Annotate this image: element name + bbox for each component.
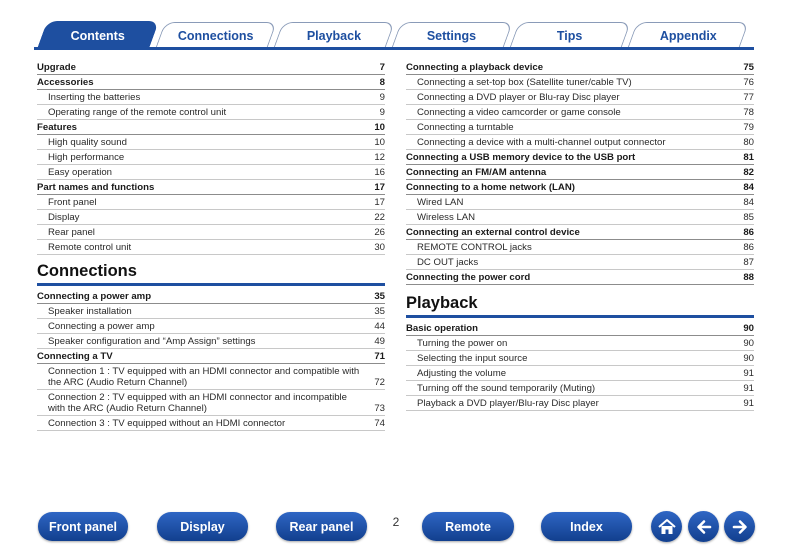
toc-entry-label: Connecting to a home network (LAN) xyxy=(406,182,575,193)
toc-entry-label: Basic operation xyxy=(406,323,478,334)
toc-heading-link[interactable] xyxy=(406,321,754,336)
toc-page-number: 44 xyxy=(374,321,385,332)
toc-entry-label: Connecting a video camcorder or game console xyxy=(417,107,621,118)
toc-page-number: 82 xyxy=(743,167,754,178)
toc-entry-link[interactable] xyxy=(37,105,385,120)
toc-page-number: 90 xyxy=(743,323,754,334)
toc-entry-label: Speaker configuration and “Amp Assign” settings xyxy=(48,336,256,347)
toc-entry-label: Remote control unit xyxy=(48,242,132,253)
toc-entry-label: Rear panel xyxy=(48,227,95,238)
toc-entry-label: Playback a DVD player/Blu-ray Disc player xyxy=(417,398,599,409)
tab-contents[interactable] xyxy=(37,21,159,49)
toc-entry-link[interactable] xyxy=(37,225,385,240)
toc-page-number: 49 xyxy=(374,336,385,347)
toc-entry-link[interactable] xyxy=(37,319,385,334)
tab-appendix[interactable] xyxy=(627,22,749,49)
toc-page-number: 81 xyxy=(743,152,754,163)
toc-heading-link[interactable] xyxy=(37,349,385,364)
toc-entry-label: Part names and functions xyxy=(37,182,155,193)
toc-page-number: 85 xyxy=(743,212,754,223)
toc-entry-label: Connecting a USB memory device to the USB port xyxy=(406,152,636,163)
toc-entry-link[interactable] xyxy=(406,336,754,351)
toc-entry-label: DC OUT jacks xyxy=(417,257,479,268)
toc-page-number: 84 xyxy=(743,197,754,208)
toc-entry-label: Connecting a turntable xyxy=(417,122,514,133)
tab-label: Appendix xyxy=(659,29,717,43)
toc-page-number: 86 xyxy=(743,242,754,253)
toc-entry-label: Selecting the input source xyxy=(417,353,528,364)
toc-entry-link[interactable] xyxy=(37,150,385,165)
toc-entry-label: Turning off the sound temporarily (Muting) xyxy=(417,383,596,394)
toc-heading-link[interactable] xyxy=(37,120,385,135)
toc-entry-link[interactable] xyxy=(406,135,754,150)
home-icon xyxy=(657,517,677,537)
toc-entry-link[interactable] xyxy=(37,135,385,150)
toc-entry-label: Connection 2 : TV equipped with an HDMI connector and incompatible with the ARC (Audio Return Channel) xyxy=(48,392,348,414)
toc-page-number: 7 xyxy=(379,62,385,73)
toc-page-number: 22 xyxy=(374,212,385,223)
toc-entry-link[interactable] xyxy=(37,304,385,319)
toc-entry-link[interactable] xyxy=(37,364,385,390)
toc-page-number: 8 xyxy=(379,77,385,88)
toc-entry-link[interactable] xyxy=(406,105,754,120)
back-button[interactable] xyxy=(688,511,719,542)
toc-right-column xyxy=(406,60,754,411)
section-title-connections: Connections xyxy=(37,262,137,280)
toc-page-number: 90 xyxy=(743,338,754,349)
toc-page-number: 71 xyxy=(374,351,385,362)
toc-entry-label: Adjusting the volume xyxy=(417,368,507,379)
toc-page-number: 78 xyxy=(743,107,754,118)
toc-page-number: 84 xyxy=(743,182,754,193)
tab-label: Connections xyxy=(177,29,254,43)
toc-entry-link[interactable] xyxy=(406,240,754,255)
toc-page-number: 90 xyxy=(743,353,754,364)
tab-label: Settings xyxy=(427,29,477,43)
toc-group xyxy=(37,60,385,255)
toc-entry-label: Connection 3 : TV equipped without an HDMI connector xyxy=(48,418,286,429)
toc-entry-label: Display xyxy=(48,212,80,223)
arrow-right-icon xyxy=(730,517,750,537)
toc-page-number: 86 xyxy=(743,227,754,238)
toc-entry-link[interactable] xyxy=(406,396,754,411)
toc-entry-label: Connecting a set-top box (Satellite tuner/cable TV) xyxy=(417,77,632,88)
toc-page-number: 10 xyxy=(374,137,385,148)
tab-connections[interactable] xyxy=(155,22,277,49)
toc-page-number: 9 xyxy=(379,107,385,118)
toc-page-number: 75 xyxy=(743,62,754,73)
toc-entry-label: Connecting a power amp xyxy=(37,291,152,302)
toc-entry-label: Turning the power on xyxy=(417,338,508,349)
toc-page-number: 30 xyxy=(374,242,385,253)
toc-entry-link[interactable] xyxy=(406,351,754,366)
remote-button[interactable]: Remote xyxy=(422,512,514,541)
toc-page-number: 79 xyxy=(743,122,754,133)
toc-entry-label: Connecting the power cord xyxy=(406,272,531,283)
arrow-left-icon xyxy=(694,517,714,537)
rear-panel-button[interactable]: Rear panel xyxy=(276,512,367,541)
section-title-playback: Playback xyxy=(406,294,478,312)
toc-page-number: 26 xyxy=(374,227,385,238)
toc-heading-link[interactable] xyxy=(406,60,754,75)
toc-heading-link[interactable] xyxy=(406,165,754,180)
toc-page-number: 87 xyxy=(743,257,754,268)
toc-page-number: 10 xyxy=(374,122,385,133)
toc-entry-link[interactable] xyxy=(406,195,754,210)
display-button[interactable]: Display xyxy=(157,512,248,541)
toc-entry-link[interactable] xyxy=(406,90,754,105)
toc-heading-link[interactable] xyxy=(406,180,754,195)
toc-page-number: 72 xyxy=(374,377,385,388)
toc-heading-link[interactable] xyxy=(406,150,754,165)
toc-entry-label: Connection 1 : TV equipped with an HDMI connector and compatible with the ARC (Audio Return Channel) xyxy=(48,366,360,388)
tab-baseline xyxy=(34,47,754,50)
toc-page-number: 91 xyxy=(743,383,754,394)
section-divider xyxy=(37,283,385,286)
toc-heading-link[interactable] xyxy=(37,75,385,90)
tab-bar xyxy=(34,20,754,50)
tab-label: Tips xyxy=(557,29,583,43)
toc-entry-link[interactable] xyxy=(406,381,754,396)
toc-entry-link[interactable] xyxy=(37,334,385,349)
toc-entry-label: High quality sound xyxy=(48,137,127,148)
forward-button[interactable] xyxy=(724,511,755,542)
toc-entry-label: Connecting a DVD player or Blu-ray Disc player xyxy=(417,92,620,103)
toc-entry-link[interactable] xyxy=(37,90,385,105)
toc-page-number: 74 xyxy=(374,418,385,429)
toc-heading-link[interactable] xyxy=(37,180,385,195)
toc-entry-link[interactable] xyxy=(406,366,754,381)
toc-entry-link[interactable] xyxy=(37,210,385,225)
toc-heading-link[interactable] xyxy=(406,225,754,240)
toc-entry-label: Wireless LAN xyxy=(417,212,476,223)
toc-page-number: 88 xyxy=(743,272,754,283)
tab-tips[interactable] xyxy=(509,22,631,49)
toc-entry-label: Connecting an external control device xyxy=(406,227,580,238)
toc-page-number: 91 xyxy=(743,368,754,379)
toc-page-number: 76 xyxy=(743,77,754,88)
toc-page-number: 12 xyxy=(374,152,385,163)
tab-label: Contents xyxy=(70,28,125,43)
section-divider xyxy=(406,315,754,318)
toc-entry-label: Speaker installation xyxy=(48,306,132,317)
front-panel-button[interactable]: Front panel xyxy=(38,512,128,541)
toc-entry-label: Inserting the batteries xyxy=(48,92,141,103)
toc-entry-link[interactable] xyxy=(37,416,385,431)
tab-label: Playback xyxy=(306,29,361,43)
toc-page-number: 9 xyxy=(379,92,385,103)
tab-settings[interactable] xyxy=(391,22,513,49)
toc-group xyxy=(37,289,385,431)
toc-group xyxy=(406,60,754,285)
toc-page-number: 91 xyxy=(743,398,754,409)
toc-entry-link[interactable] xyxy=(406,255,754,270)
toc-entry-label: Front panel xyxy=(48,197,97,208)
toc-entry-label: Connecting a device with a multi-channel output connector xyxy=(417,137,666,148)
toc-entry-label: Accessories xyxy=(37,77,94,88)
toc-entry-label: REMOTE CONTROL jacks xyxy=(417,242,532,253)
tab-playback[interactable] xyxy=(273,22,395,49)
toc-page-number: 73 xyxy=(374,403,385,414)
toc-entry-link[interactable] xyxy=(406,120,754,135)
toc-heading-link[interactable] xyxy=(37,289,385,304)
toc-entry-label: Operating range of the remote control unit xyxy=(48,107,227,118)
page-number: 2 xyxy=(392,515,400,529)
toc-entry-label: Easy operation xyxy=(48,167,112,178)
toc-group xyxy=(406,321,754,411)
toc-page-number: 17 xyxy=(374,197,385,208)
toc-page-number: 17 xyxy=(374,182,385,193)
toc-entry-link[interactable] xyxy=(37,240,385,255)
toc-page-number: 80 xyxy=(743,137,754,148)
toc-entry-label: Upgrade xyxy=(37,62,76,73)
toc-heading-link[interactable] xyxy=(37,60,385,75)
toc-entry-label: Connecting a TV xyxy=(37,351,113,362)
toc-entry-label: Connecting a power amp xyxy=(48,321,155,332)
toc-page-number: 35 xyxy=(374,291,385,302)
toc-entry-label: Connecting a playback device xyxy=(406,62,544,73)
toc-entry-link[interactable] xyxy=(406,210,754,225)
toc-entry-link[interactable] xyxy=(406,75,754,90)
toc-page-number: 16 xyxy=(374,167,385,178)
toc-entry-label: Features xyxy=(37,122,77,133)
toc-entry-label: Connecting an FM/AM antenna xyxy=(406,167,547,178)
home-button[interactable] xyxy=(651,511,682,542)
toc-entry-link[interactable] xyxy=(37,390,385,416)
toc-heading-link[interactable] xyxy=(406,270,754,285)
index-button[interactable]: Index xyxy=(541,512,632,541)
toc-entry-label: High performance xyxy=(48,152,125,163)
toc-entry-label: Wired LAN xyxy=(417,197,464,208)
toc-entry-link[interactable] xyxy=(37,165,385,180)
toc-left-column xyxy=(37,60,385,431)
toc-page-number: 35 xyxy=(374,306,385,317)
toc-page-number: 77 xyxy=(743,92,754,103)
toc-entry-link[interactable] xyxy=(37,195,385,210)
